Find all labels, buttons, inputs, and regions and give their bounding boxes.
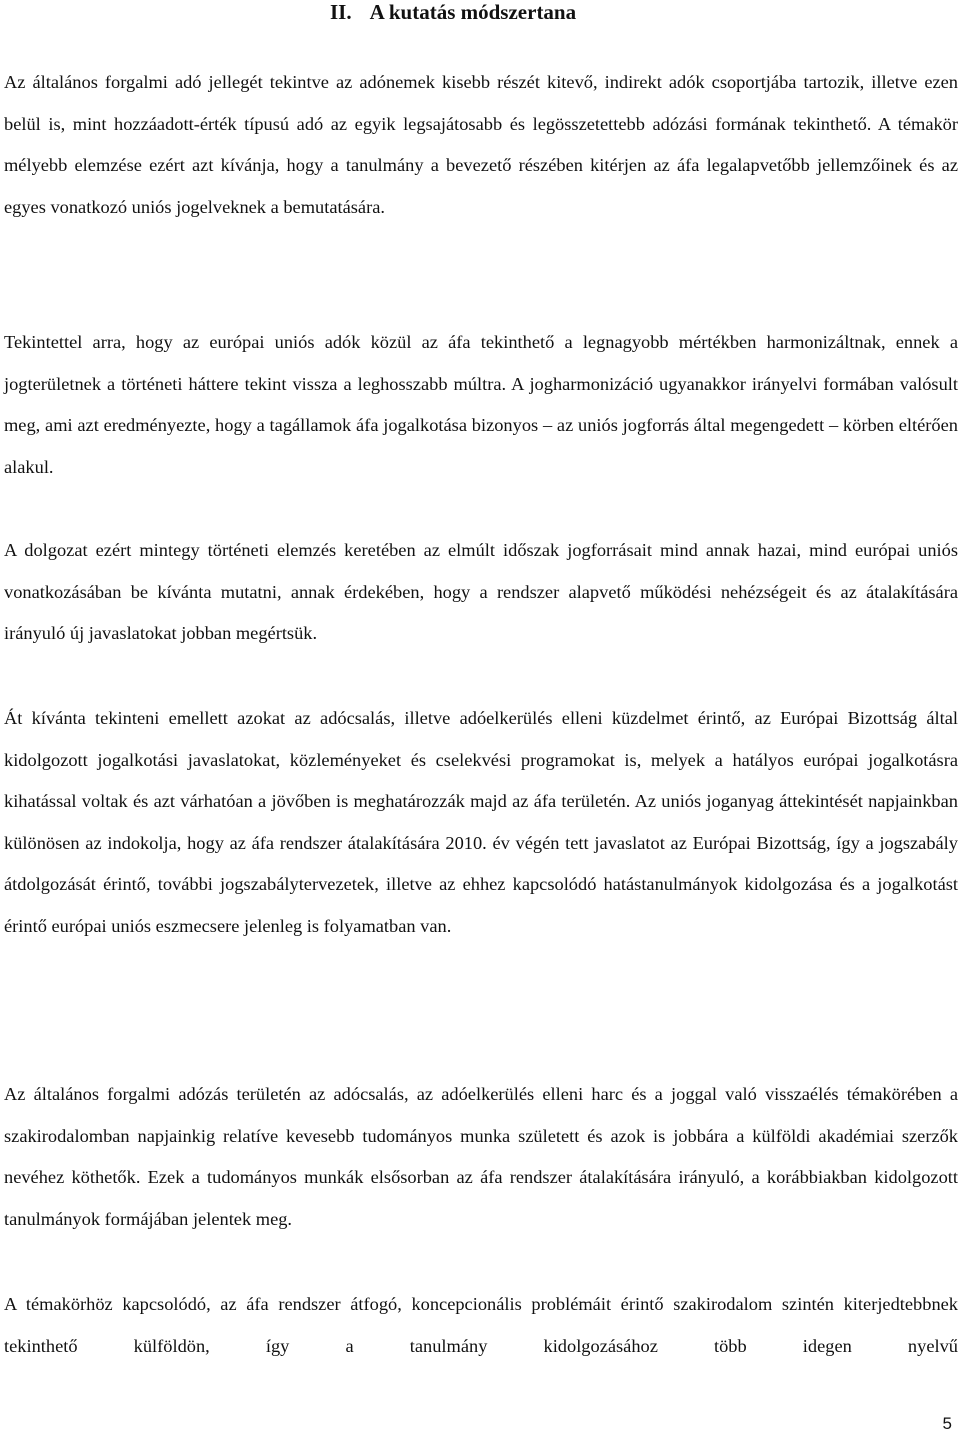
- page-number: 5: [942, 1414, 952, 1433]
- section-title: A kutatás módszertana: [369, 0, 577, 24]
- paragraph-1: Az általános forgalmi adó jellegét tekintve az adónemek kisebb részét kitevő, indirekt adók csoportjába tartozik, illetve ezen belül is, mint hozzáadott-érték típusú adó az egyik legsajátosabb és legösszetettebb adózási formának tekinthető. A témakör mélyebb elemzése ezért azt kívánja, hogy a tanulmány a bevezető részében kitérjen az áfa legalapvetőbb jellemzőinek és az egyes vonatkozó uniós jogelveknek a bemutatására.: [4, 72, 958, 217]
- paragraph-2: Tekintettel arra, hogy az európai uniós adók közül az áfa tekinthető a legnagyobb mértékben harmonizáltnak, ennek a jogterületnek a történeti háttere tekint vissza a leghosszabb múltra. A jogharmonizáció ugyanakkor irányelvi formában valósult meg, ami azt eredményezte, hogy a tagállamok áfa jogalkotása bizonyos – az uniós jogforrás által megengedett – körben eltérően alakul.: [4, 332, 958, 477]
- paragraph-5: Az általános forgalmi adózás területén az adócsalás, az adóelkerülés elleni harc és a joggal való visszaélés témakörében a szakirodalomban napjainkig relatíve kevesebb tudományos munka született és azok is jobbára a külföldi akadémiai szerzők nevéhez köthetők. Ezek a tudományos munkák elsősorban az áfa rendszer átalakítására irányuló, a korábbiakban kidolgozott tanulmányok formájában jelentek meg.: [4, 1084, 958, 1229]
- section-heading: [330, 0, 576, 26]
- paragraph-3: A dolgozat ezért mintegy történeti elemzés keretében az elmúlt időszak jogforrásait mind annak hazai, mind európai uniós vonatkozásában be kívánta mutatni, annak érdekében, hogy a rendszer alapvető működési nehézségeit és az átalakítására irányuló új javaslatokat jobban megértsük.: [4, 540, 958, 644]
- section-number: II.: [330, 0, 352, 24]
- paragraph-4: Át kívánta tekinteni emellett azokat az adócsalás, illetve adóelkerülés elleni küzdelmet érintő, az Európai Bizottság által kidolgozott jogalkotási javaslatokat, közleményeket és cselekvési programokat is, melyek a hatályos európai jogalkotásra kihatással voltak és azt várhatóan a jövőben is meghatározzák majd az áfa területén. Az uniós joganyag áttekintését napjainkban különösen az indokolja, hogy az áfa rendszer átalakítására 2010. év végén tett javaslatot az Európai Bizottság, így a jogszabály átdolgozását érintő, további jogszabálytervezetek, illetve az ehhez kapcsolódó hatástanulmányok kidolgozása és a jogalkotást érintő európai uniós eszmecsere jelenleg is folyamatban van.: [4, 708, 958, 936]
- paragraph-6: A témakörhöz kapcsolódó, az áfa rendszer átfogó, koncepcionális problémáit érintő szakirodalom szintén kiterjedtebbnek tekinthető külföldön, így a tanulmány kidolgozásához több idegen nyelvű: [4, 1294, 958, 1356]
